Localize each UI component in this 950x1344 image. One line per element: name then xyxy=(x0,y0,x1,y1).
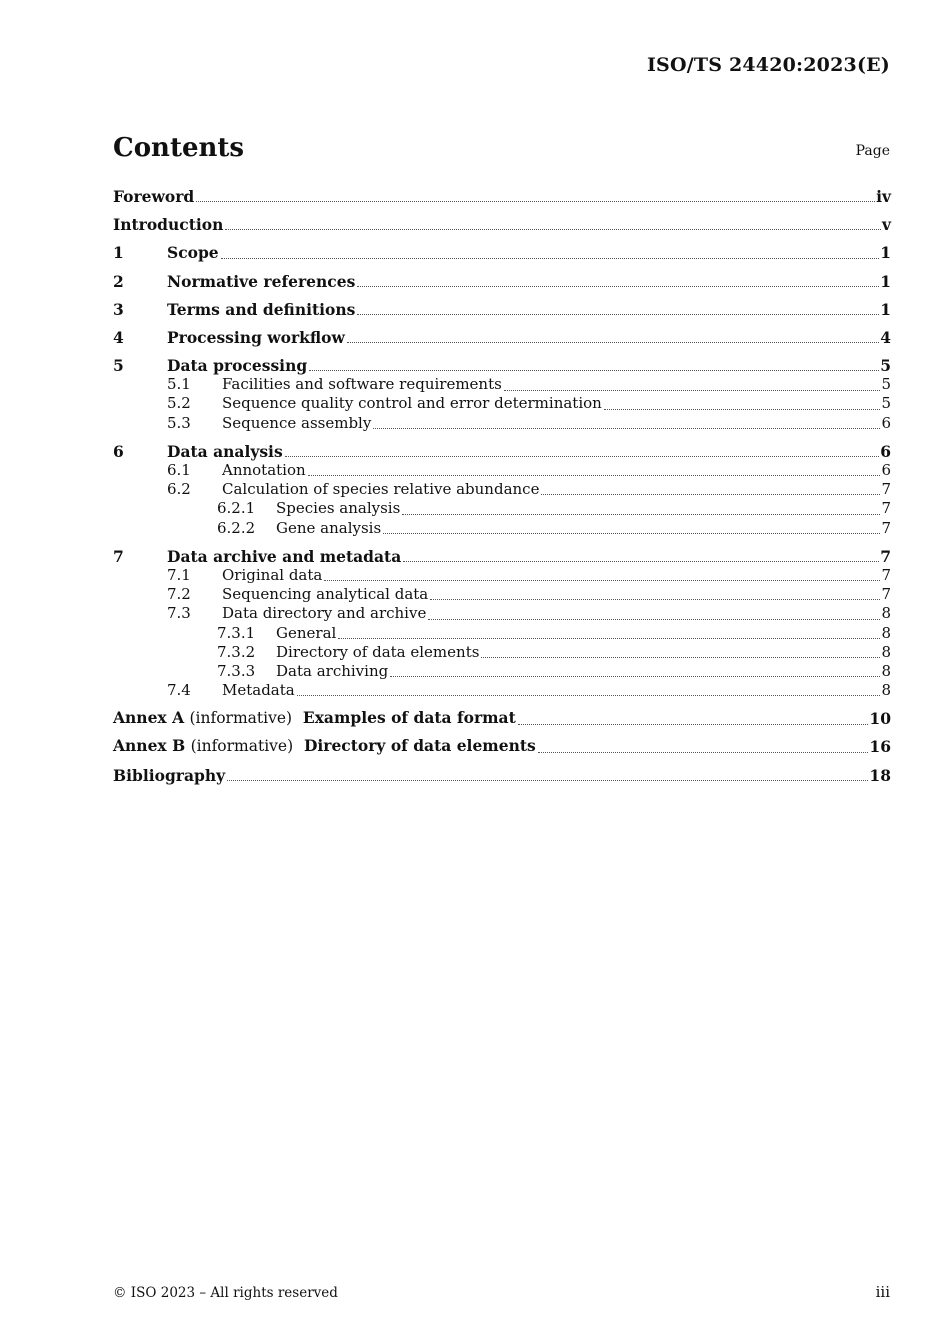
toc-entry[interactable] xyxy=(113,681,891,700)
toc-entry[interactable] xyxy=(113,519,891,538)
dot-leader xyxy=(541,494,880,495)
toc-entry-page: iv xyxy=(876,186,891,206)
toc-entry-number: 6 xyxy=(113,441,124,461)
dot-leader xyxy=(297,695,881,696)
toc-entry-title: Processing workflow xyxy=(167,327,345,347)
copyright-notice: © ISO 2023 – All rights reserved xyxy=(113,1285,338,1301)
toc-entry-number: 7 xyxy=(113,546,124,566)
toc-entry-page: 7 xyxy=(881,480,891,499)
toc-entry-number: 1 xyxy=(113,243,124,263)
toc-entry-number: 6.2 xyxy=(167,480,191,499)
toc-entry-number: 6.1 xyxy=(167,461,191,480)
toc-entry-page: 1 xyxy=(880,271,891,291)
toc-entry[interactable] xyxy=(113,187,891,206)
page-number: iii xyxy=(875,1283,890,1301)
dot-leader xyxy=(430,599,880,600)
document-id: ISO/TS 24420:2023(E) xyxy=(646,54,890,76)
toc-entry-title: Calculation of species relative abundance xyxy=(222,480,540,499)
toc-entry-title: Sequence assembly xyxy=(222,413,372,432)
toc-entry-number: 7.3.1 xyxy=(217,623,256,642)
toc-entry-page: 8 xyxy=(881,604,891,623)
toc-entry[interactable] xyxy=(113,738,891,757)
dot-leader xyxy=(225,229,881,230)
toc-entry[interactable] xyxy=(113,662,891,681)
toc-entry-title: Data archive and metadata xyxy=(167,546,402,566)
toc-entry-number: 5 xyxy=(113,356,124,376)
dot-leader xyxy=(383,533,880,534)
toc-entry-page: 8 xyxy=(881,642,891,661)
toc-entry-title: Terms and definitions xyxy=(167,299,356,319)
toc-entry-title xyxy=(113,708,516,728)
toc-entry-title: Gene analysis xyxy=(276,518,382,537)
toc-entry[interactable] xyxy=(113,414,891,433)
dot-leader xyxy=(196,201,875,202)
toc-entry-title: Scope xyxy=(167,243,219,263)
toc-entry-title: Normative references xyxy=(167,271,356,291)
toc-entry[interactable] xyxy=(113,375,891,394)
toc-entry-page: 18 xyxy=(869,765,891,785)
toc-entry-number: 7.4 xyxy=(167,681,191,700)
toc-entry-title: Data directory and archive xyxy=(222,604,427,623)
toc-entry-page: 5 xyxy=(881,394,891,413)
dot-leader xyxy=(538,752,869,753)
toc-entry[interactable] xyxy=(113,300,891,319)
toc-entry-title: Bibliography xyxy=(113,765,226,785)
toc-entry-page: 8 xyxy=(881,661,891,680)
toc-entry[interactable] xyxy=(113,499,891,518)
toc-entry-title: Sequencing analytical data xyxy=(222,585,429,604)
toc-entry[interactable] xyxy=(113,585,891,604)
toc-entry-number: 3 xyxy=(113,299,124,319)
annex-type: (informative) xyxy=(190,737,294,756)
toc-entry-page: 7 xyxy=(880,546,891,566)
toc-entry-number: 7.3.2 xyxy=(217,642,256,661)
dot-leader xyxy=(338,638,880,639)
toc-entry-title: Metadata xyxy=(222,681,295,700)
dot-leader xyxy=(347,342,879,343)
dot-leader xyxy=(428,619,880,620)
toc-entry-title: Sequence quality control and error determination xyxy=(222,394,602,413)
toc-entry-number: 7.1 xyxy=(167,565,191,584)
dot-leader xyxy=(518,724,869,725)
annex-type: (informative) xyxy=(189,709,293,728)
dot-leader xyxy=(308,475,881,476)
toc-entry-number: 6.2.1 xyxy=(217,499,256,518)
toc-entry[interactable] xyxy=(113,624,891,643)
toc-entry[interactable] xyxy=(113,547,891,566)
toc-entry-title: Data processing xyxy=(167,356,308,376)
toc-entry-number: 4 xyxy=(113,327,124,347)
toc-entry-title: Annotation xyxy=(222,461,306,480)
dot-leader xyxy=(504,390,881,391)
toc-entry-number: 2 xyxy=(113,271,124,291)
toc-entry[interactable] xyxy=(113,566,891,585)
toc-entry-title xyxy=(113,736,536,756)
toc-entry-title: Facilities and software requirements xyxy=(222,375,502,394)
toc-entry-title: Species analysis xyxy=(276,499,401,518)
toc-entry[interactable] xyxy=(113,328,891,347)
toc-entry-number: 6.2.2 xyxy=(217,518,256,537)
page-column-label: Page xyxy=(855,143,890,159)
toc-entry-number: 7.3.3 xyxy=(217,661,256,680)
toc-entry-page: 5 xyxy=(880,356,891,376)
dot-leader xyxy=(373,428,880,429)
toc-entry-number: 7.2 xyxy=(167,585,191,604)
dot-leader xyxy=(285,456,880,457)
toc-entry[interactable] xyxy=(113,766,891,785)
contents-title: Contents xyxy=(113,133,245,163)
toc-entry-number: 7.3 xyxy=(167,604,191,623)
toc-entry[interactable] xyxy=(113,272,891,291)
toc-entry-page: 1 xyxy=(880,243,891,263)
toc-entry-title: Foreword xyxy=(113,186,195,206)
toc-entry[interactable] xyxy=(113,356,891,375)
toc-entry-page: 16 xyxy=(869,737,891,757)
toc-entry[interactable] xyxy=(113,604,891,623)
annex-title: Examples of data format xyxy=(302,708,516,728)
dot-leader xyxy=(604,409,881,410)
toc-entry-title: Directory of data elements xyxy=(276,642,480,661)
toc-entry-page: 4 xyxy=(880,327,891,347)
toc-entry-number: 5.3 xyxy=(167,413,191,432)
dot-leader xyxy=(390,676,880,677)
toc-entry-title: Data archiving xyxy=(276,661,389,680)
dot-leader xyxy=(403,561,879,562)
toc-entry[interactable] xyxy=(113,461,891,480)
toc-entry-page: v xyxy=(881,215,891,235)
dot-leader xyxy=(402,514,880,515)
dot-leader xyxy=(357,314,879,315)
dot-leader xyxy=(324,580,880,581)
table-of-contents xyxy=(113,184,891,785)
toc-entry-page: 7 xyxy=(881,499,891,518)
toc-entry-page: 6 xyxy=(880,441,891,461)
toc-entry[interactable] xyxy=(113,480,891,499)
toc-entry-number: 5.2 xyxy=(167,394,191,413)
dot-leader xyxy=(227,780,868,781)
toc-entry-title: General xyxy=(276,623,337,642)
dot-leader xyxy=(357,286,879,287)
toc-entry[interactable] xyxy=(113,243,891,262)
toc-entry-page: 1 xyxy=(880,299,891,319)
toc-entry-page: 6 xyxy=(881,413,891,432)
toc-entry-page: 5 xyxy=(881,375,891,394)
toc-entry-title: Introduction xyxy=(113,215,224,235)
toc-entry-page: 8 xyxy=(881,681,891,700)
toc-entry-page: 7 xyxy=(881,518,891,537)
annex-label: Annex A xyxy=(113,708,185,728)
toc-entry[interactable] xyxy=(113,643,891,662)
dot-leader xyxy=(309,370,879,371)
toc-entry-number: 5.1 xyxy=(167,375,191,394)
toc-entry-title: Data analysis xyxy=(167,441,283,461)
annex-label: Annex B xyxy=(113,736,186,756)
toc-entry-page: 6 xyxy=(881,461,891,480)
toc-entry[interactable] xyxy=(113,442,891,461)
toc-entry[interactable] xyxy=(113,709,891,728)
annex-title: Directory of data elements xyxy=(303,736,536,756)
toc-entry-page: 8 xyxy=(881,623,891,642)
toc-entry[interactable] xyxy=(113,215,891,234)
toc-entry-page: 7 xyxy=(881,565,891,584)
dot-leader xyxy=(221,258,880,259)
dot-leader xyxy=(481,657,880,658)
toc-entry[interactable] xyxy=(113,395,891,414)
toc-entry-page: 7 xyxy=(881,585,891,604)
toc-entry-title: Original data xyxy=(222,565,323,584)
toc-entry-page: 10 xyxy=(869,709,891,729)
